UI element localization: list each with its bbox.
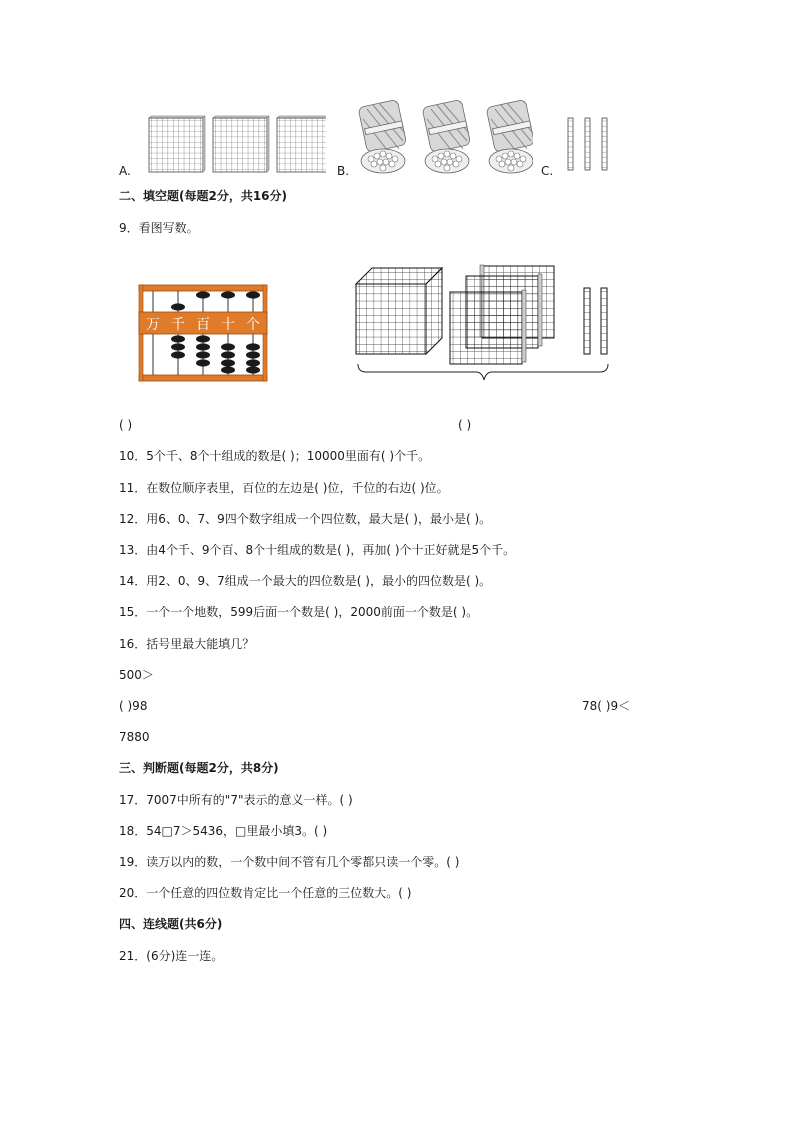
abacus-image (137, 283, 269, 385)
question-21: 21．(6分)连一连。 (119, 949, 224, 963)
option-a-hundred-flats-image (146, 115, 326, 173)
section-fill-in-heading: 二、填空题(每题2分，共16分) (119, 189, 288, 203)
abacus-label-shi: 十 (221, 317, 235, 333)
question-16-line1: 500＞ (119, 668, 154, 682)
question-9-blank-left: ( ) (119, 418, 133, 432)
abacus-label-bai: 百 (196, 317, 210, 333)
question-18: 18．54□7＞5436，□里最小填3。( ) (119, 824, 328, 838)
section-connect-heading: 四、连线题(共6分) (119, 917, 223, 931)
option-a-label: A. (119, 164, 131, 178)
base-ten-blocks-image (352, 236, 614, 382)
question-19: 19．读万以内的数，一个数中间不管有几个零都只读一个零。( ) (119, 855, 460, 869)
question-11: 11．在数位顺序表里，百位的左边是( )位，千位的右边( )位。 (119, 481, 449, 495)
question-15: 15．一个一个地数，599后面一个数是( )，2000前面一个数是( )。 (119, 605, 479, 619)
option-c-ten-rods-image (566, 116, 614, 172)
question-16-right-blank: 78( )9＜ (582, 699, 631, 713)
question-16: 16．括号里最大能填几？ (119, 637, 255, 651)
question-10: 10．5个千、8个十组成的数是( )；10000里面有( )个千。 (119, 449, 431, 463)
question-17: 17．7007中所有的"7"表示的意义一样。( ) (119, 793, 353, 807)
question-16-line3: 7880 (119, 730, 150, 744)
question-14: 14．用2、0、9、7组成一个最大的四位数是( )，最小的四位数是( )。 (119, 574, 492, 588)
option-b-label: B. (337, 164, 350, 178)
question-9: 9．看图写数。 (119, 221, 199, 235)
abacus-label-qian: 千 (171, 317, 185, 333)
question-16-left-blank: ( )98 (119, 699, 148, 713)
abacus-label-wan: 万 (146, 317, 160, 333)
question-12: 12．用6、0、7、9四个数字组成一个四位数，最大是( )，最小是( )。 (119, 512, 492, 526)
question-13: 13．由4个千、9个百、8个十组成的数是( )，再加( )个十正好就是5个千。 (119, 543, 516, 557)
question-9-blank-right: ( ) (458, 418, 472, 432)
question-20: 20．一个任意的四位数肯定比一个任意的三位数大。( ) (119, 886, 412, 900)
section-judge-heading: 三、判断题(每题2分，共8分) (119, 761, 279, 775)
option-b-stick-bundles-image (353, 97, 533, 175)
abacus-label-ge: 个 (246, 317, 260, 333)
option-c-label: C. (541, 164, 554, 178)
